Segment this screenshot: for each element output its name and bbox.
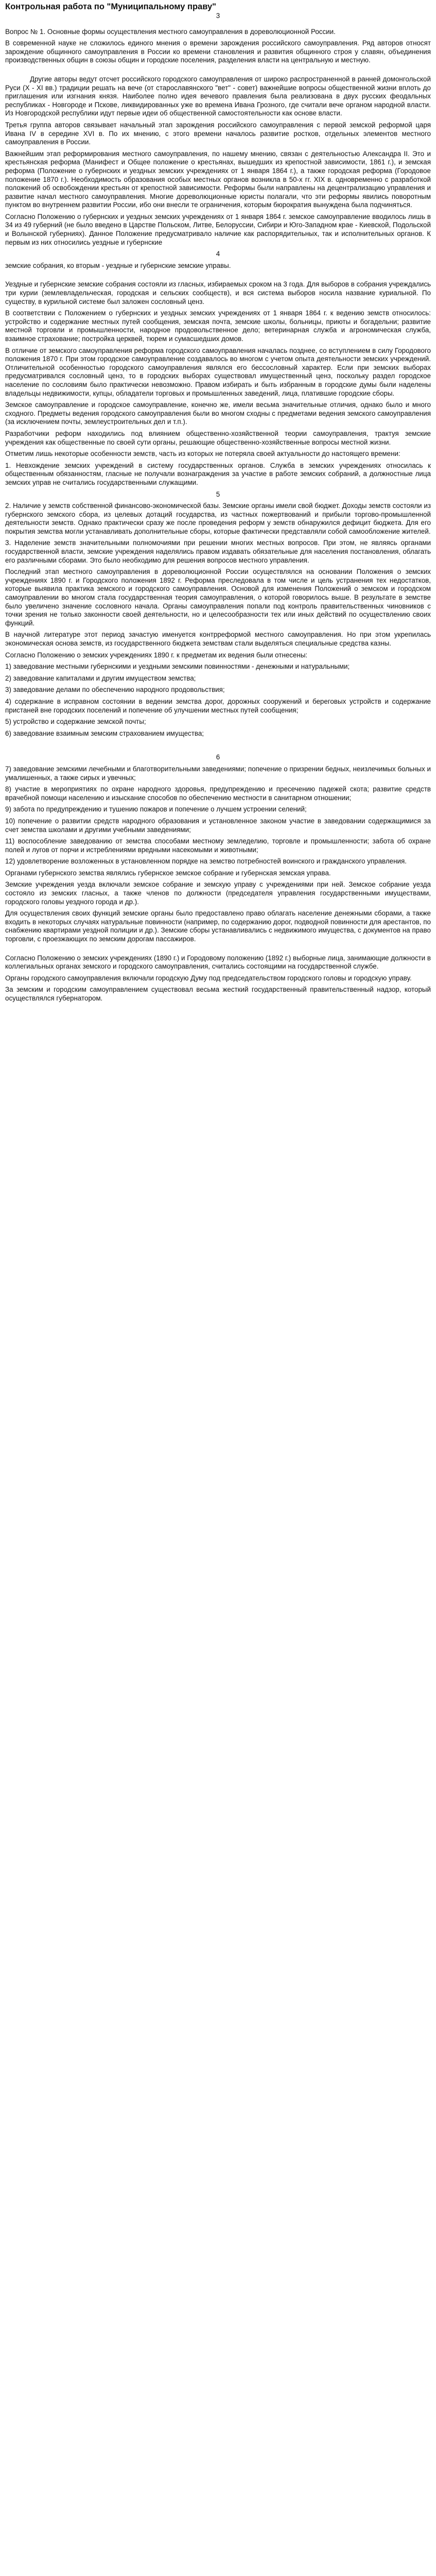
paragraph: Отметим лишь некоторые особенности земств, часть из которых не потеряла своей актуальности до настоящего времени: bbox=[5, 450, 400, 458]
list-item: 11) воспособление заведованию от земства способами местному земледелию, торговле и промышленности; забота об охране полей и лугов от порчи и истреблениями вредными насекомыми и животными; bbox=[5, 837, 431, 854]
paragraph: 1. Невхождение земских учреждений в систему государственных органов. Служба в земских учреждениях относилась к общественным обязанностям, гласные не получали вознаграждения за участие в работе земских собраний, а должностные лица земских управ не считались государственными служащими. bbox=[5, 461, 431, 486]
paragraph: Органы городского самоуправления включали городскую Думу под председательством городского головы и городскую управу. bbox=[5, 974, 412, 982]
paragraph: В научной литературе этот период зачастую именуется контрреформой местного самоуправления. Но при этом укрепилась экономическая основа земств, из государственного бюджета земствам стали выделяться специальные средства казны. bbox=[5, 631, 431, 647]
paragraph: 3. Наделение земств значительными полномочиями при решении многих местных вопросов. При этом, не являясь органами государственной власти, земские учреждения наделялись правом издавать обязательные для населения постановления, облагать его различными сборами. Это было необходимо для решения вопросов местного управления. bbox=[5, 539, 431, 564]
paragraph: За земским и городским самоуправлением существовал весьма жесткий государственный правительственный надзор, который осуществлялся губернатором. bbox=[5, 986, 431, 1002]
paragraph: Земские учреждения уезда включали земское собрание и земскую управу с учреждениями при ней. Земское собрание уезда состояло из земских гласных, а также членов по должности (председателя управления государственными имуществами, городского головы уездного города и др.). bbox=[5, 880, 431, 906]
paragraph: 2. Наличие у земств собственной финансово-экономической базы. Земские органы имели свой бюджет. Доходы земств состояли из губернского земского сбора, из целевых дотаций государства, из частных пожертвований и прибыли торгово-промышленной деятельности земств. Однако практически сразу же после проведения реформ у земств обнаружился дефицит бюджета. Для его покрытия земства могли устанавливать дополнительные сборы, которые фактически представляли собой самообложение жителей. bbox=[5, 502, 431, 535]
paragraph: Органами губернского земства являлись губернское земское собрание и губернская земская управа. bbox=[5, 869, 331, 877]
list-item: 10) попечение о развитии средств народного образования и установленное законом участие в заведовании содержащимися за счет земства школами и другими учебными заведениями; bbox=[5, 817, 431, 834]
list-item: 1) заведование местными губернскими и уездными земскими повинностями - денежными и натуральными; bbox=[5, 663, 350, 671]
paragraph: В соответствии с Положением о губернских и уездных земских учреждениях от 1 января 1864 г. к ведению земств относилось: устройство и содержание местных путей сообщения, земская почта, земские школы, больницы, приюты и богадельни; развитие местной торговли и промышленности, народное продовольственное дело; ветеринарная служба и агрономическая служба, взаимное страхование; постройка церквей, тюрем и сумасшедших домов. bbox=[5, 309, 431, 343]
paragraph: В современной науке не сложилось единого мнения о времени зарождения российского самоуправления. Ряд авторов относят зарождение общинного самоуправления в России ко времени становления и развития общинного строя у славян, объединения производственных общин в союзы общин и городские поселения, разделения власти на центральную и местную. bbox=[5, 39, 431, 64]
document bbox=[0, 0, 436, 1006]
page-number: 5 bbox=[216, 490, 220, 498]
paragraph: Согласно Положению о земских учреждениях 1890 г. к предметам их ведения были отнесены: bbox=[5, 651, 308, 659]
paragraph: Последний этап местного самоуправления в дореволюционной России осуществлялся на основании Положения о земских учреждениях 1890 г. и Городского положения 1892 г. Реформа преследовала в том числе и цель устранения тех недостатков, которые выявила практика земского и городского самоуправления. Основой для изменения Положений о земском и городском самоуправлении во многом стала государственная теория самоуправления, о которой говорилось выше. В результате в земстве было увеличено значение сословного начала. Органы самоуправления попали под контроль правительственных чиновников с точки зрения не только законности своей деятельности, но и целесообразности тех или иных действий по осуществлению своих функций. bbox=[5, 568, 431, 627]
list-item: 8) участие в мероприятиях по охране народного здоровья, предупреждению и пресечению падежей скота; развитие средств врачебной помощи населению и изыскание способов по обеспечению местности в санитарном отношении; bbox=[5, 785, 431, 802]
list-item: 3) заведование делами по обеспечению народного продовольствия; bbox=[5, 686, 225, 694]
paragraph: В отличие от земского самоуправления реформа городского самоуправления началась позднее, со вступлением в силу Городового положения 1870 г. При этом городское самоуправление создавалось во многом с учетом опыта деятельности земских учреждений. Отличительной особенностью городского самоуправления являлся его бессословный характер. Если при земских выборах предусматривался сословный ценз, то в городских выборах существовал имущественный ценз, поскольку раздел городское население по сословиям было практически невозможно. Правом избирать и быть избранным в городские думы были наделены владельцы недвижимости, купцы, обладатели торговых и промышленных заведений, лица, платившие городские сборы. bbox=[5, 346, 431, 397]
paragraph: Другие авторы ведут отсчет российского городского самоуправления от широко распространенной в ранней домонгольской Руси (X - XI вв.) традиции решать на вече (от старославянского "вет" - совет) важнейшие вопросы общественной жизни вплоть до приглашения или изгнания князя. Наиболее полно идея вечевого правления была реализована в двух русских феодальных республиках - Новгороде и Пскове, ликвидированных уже во времена Ивана Грозного, где считали вече органом народной власти. Из Новгородской республики идут первые идеи об общественной самостоятельности как основе власти. bbox=[5, 75, 431, 117]
paragraph: Разработчики реформ находились под влиянием общественно-хозяйственной теории самоуправления, трактуя земские учреждения как общественные по своей сути органы, решающие общественно-хозяйственные вопросы местной жизни. bbox=[5, 429, 431, 446]
paragraph: Важнейшим этап реформирования местного самоуправления, по нашему мнению, связан с деятельностью Александра II. Это и крестьянская реформа (Манифест и Общее положение о крестьянах, вышедших из крепостной зависимости, 1861 г.), и земская реформа (Положение о губернских и уездных земских учреждениях от 1 января 1864 г.), а также городская реформа (Городовое положение 1870 г.). Необходимость образования особых местных органов возникла в 50-х гг. XIX в. одновременно с разработкой положений об освобождении крестьян от крепостной зависимости. Реформы были направлены на децентрализацию управления и развитие начал местного самоуправления. Многие дореволюционные юристы полагали, что эти реформы явились поворотным пунктом во внутреннем развитии России, ибо они внесли те ограничения, которым бюрократия вынуждена была подчиняться. bbox=[5, 149, 431, 209]
paragraph: Согласно Положению о губернских и уездных земских учреждениях от 1 января 1864 г. земское самоуправление вводилось лишь в 34 из 49 губерний (не было введено в Царстве Польском, Литве, Белоруссии, Сибири и Юго-Западном крае - Киевской, Подольской и Волынской губерниях). Данное Положение предусматривало наличие как распорядительных, так и исполнительных органов. К первым из них относились уездные и губернские bbox=[5, 212, 431, 246]
paragraph: Земское самоуправление и городское самоуправление, конечно же, имели весьма значительные отличия, однако было и много сходного. Предметы ведения городского самоуправления были во многом сходны с предметами ведения земского самоуправления (за исключением почты, землеустроительных дел и т.п.). bbox=[5, 401, 431, 426]
document-title: Контрольная работа по "Муниципальному праву" bbox=[5, 2, 216, 11]
list-item: 5) устройство и содержание земской почты; bbox=[5, 718, 146, 726]
paragraph: Третья группа авторов связывает начальный этап зарождения российского самоуправления с первой земской реформой царя Ивана IV в середине XVI в. По их мнению, с этого времени началось развитие ростков, отдельных элементов местного самоуправления в России. bbox=[5, 121, 431, 146]
paragraph: Уездные и губернские земские собрания состояли из гласных, избираемых сроком на 3 года. Для выборов в собрания учреждались три курии (землевладельческая, городская и сельских сообществ), и вся система выборов носила название куриальной. По существу, в курильной системе был заложен сословный ценз. bbox=[5, 280, 431, 306]
list-item: 7) заведование земскими лечебными и благотворительными заведениями; попечение о призрении бедных, неизлечимых больных и умалишенных, а также сирых и увечных; bbox=[5, 765, 431, 782]
list-item: 2) заведование капиталами и другим имуществом земства; bbox=[5, 674, 196, 682]
list-item: 6) заведование взаимным земским страхованием имущества; bbox=[5, 729, 204, 737]
page-number: 4 bbox=[216, 250, 220, 258]
list-item: 4) содержание в исправном состоянии в ведении земства дорог, дорожных сооружений и береговых устройств и содержание пристаней вне городских поселений и попечение об улучшении местных путей сообщения; bbox=[5, 697, 431, 714]
paragraph: Вопрос № 1. Основные формы осуществления местного самоуправления в дореволюционной России. bbox=[5, 27, 336, 36]
page-number: 6 bbox=[216, 753, 220, 761]
page-number: 3 bbox=[216, 12, 220, 20]
list-item: 12) удовлетворение возложенных в установленном порядке на земство потребностей воинского и гражданского управления. bbox=[5, 857, 407, 866]
paragraph: Согласно Положению о земских учреждениях (1890 г.) и Городовому положению (1892 г.) выборные лица, занимающие должности в коллегиальных органах земского и городского самоуправления, считались состоящими на государственной службе. bbox=[5, 954, 431, 971]
paragraph: Для осуществления своих функций земские органы было предоставлено право облагать население денежными сборами, а также входить в некоторых случаях натуральные повинности (например, по содержанию дорог, подводной повинности для арестантов, по снабжению квартирами уездной полиции и др.). Земские сборы устанавливались с недвижимого имущества, с документов на право торговли, с проезжающих по земским дорогам пассажиров. bbox=[5, 909, 431, 943]
list-item: 9) забота по предупреждению и тушению пожаров и попечение о лучшем устроении селений; bbox=[5, 805, 307, 814]
paragraph: земские собрания, ко вторым - уездные и губернские земские управы. bbox=[5, 261, 231, 269]
